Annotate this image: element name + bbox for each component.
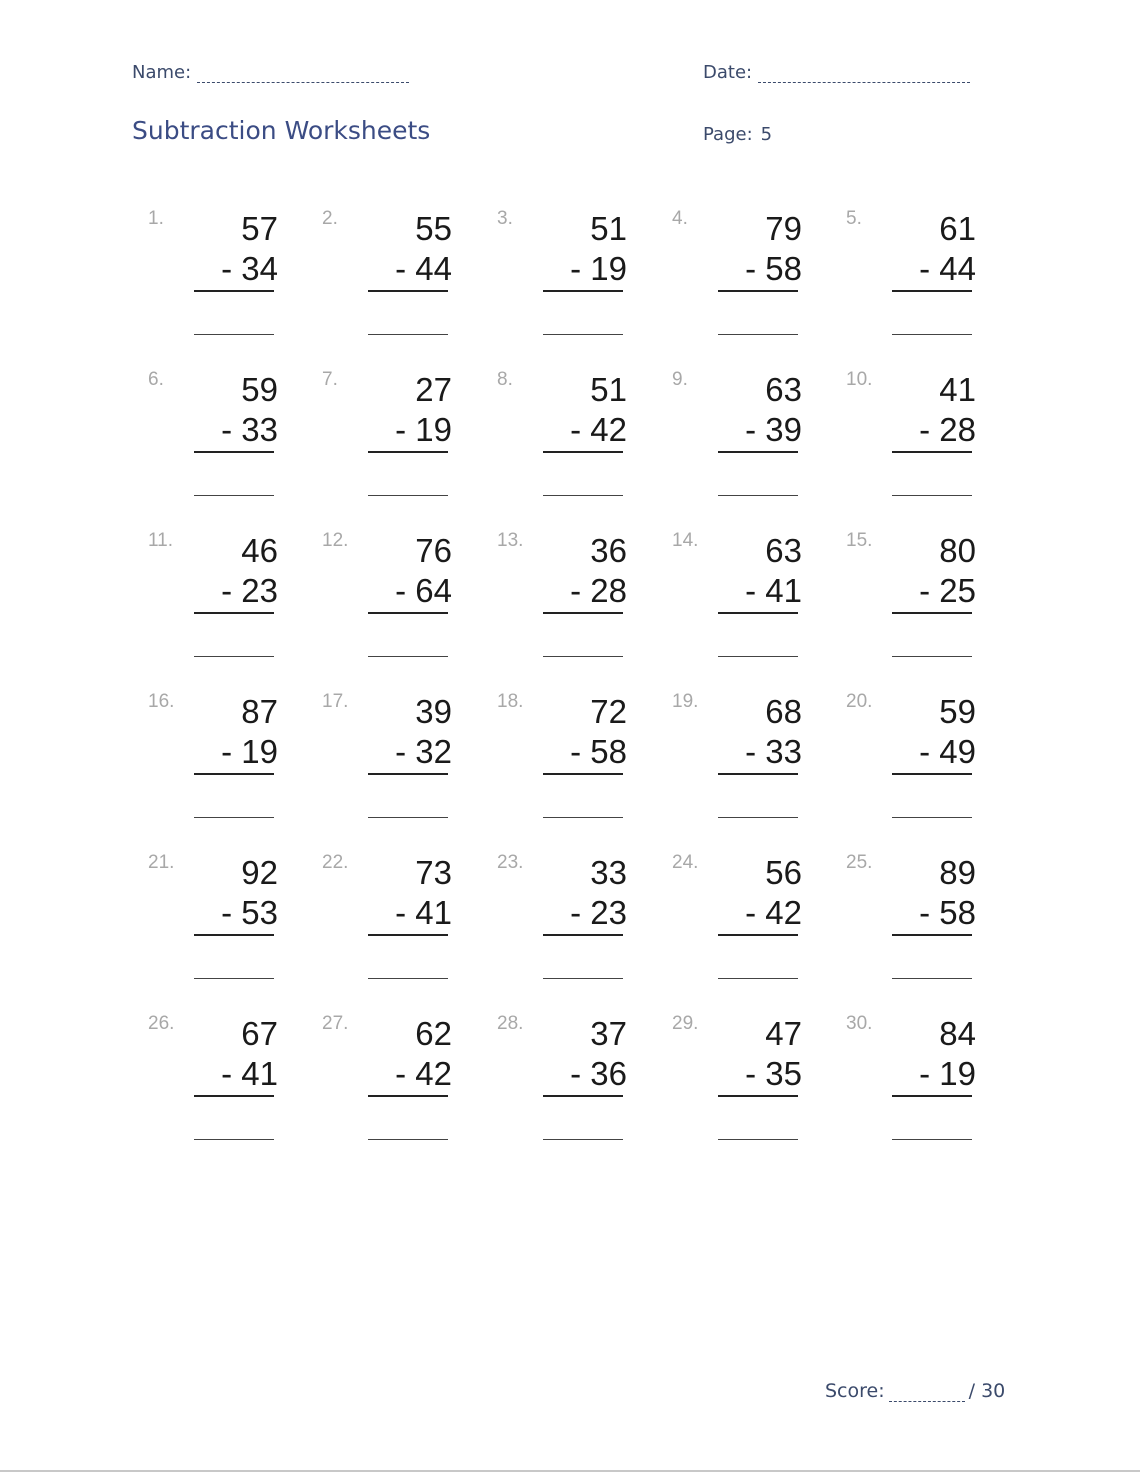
answer-blank-line[interactable]	[543, 817, 623, 818]
problem	[672, 852, 842, 992]
subtrahend: - 28	[919, 411, 976, 448]
name-blank-line[interactable]	[197, 66, 409, 83]
problem	[846, 1013, 1016, 1153]
problem	[322, 369, 492, 509]
answer-blank-line[interactable]	[543, 334, 623, 335]
subtrahend: - 58	[745, 250, 802, 287]
problem	[322, 1013, 492, 1153]
subtraction-rule	[368, 612, 448, 614]
subtraction-rule	[368, 1095, 448, 1097]
problem-number: 4.	[672, 208, 688, 229]
problem	[148, 530, 318, 670]
minuend: 56	[765, 854, 802, 891]
answer-blank-line[interactable]	[718, 817, 798, 818]
subtraction-rule	[892, 451, 972, 453]
problem-number: 13.	[497, 530, 524, 551]
subtrahend: - 53	[221, 894, 278, 931]
problem	[497, 530, 667, 670]
problem-number: 9.	[672, 369, 688, 390]
subtraction-rule	[543, 1095, 623, 1097]
name-field	[132, 62, 409, 83]
problem	[322, 208, 492, 348]
subtrahend: - 58	[919, 894, 976, 931]
subtrahend: - 42	[570, 411, 627, 448]
subtrahend: - 23	[221, 572, 278, 609]
subtrahend: - 44	[395, 250, 452, 287]
problem-number: 3.	[497, 208, 513, 229]
page-number-field	[703, 124, 772, 145]
problem	[672, 530, 842, 670]
problem	[497, 852, 667, 992]
subtrahend: - 64	[395, 572, 452, 609]
subtraction-rule	[368, 290, 448, 292]
answer-blank-line[interactable]	[892, 656, 972, 657]
minuend: 92	[241, 854, 278, 891]
minuend: 27	[415, 371, 452, 408]
minuend: 61	[939, 210, 976, 247]
problem-number: 26.	[148, 1013, 175, 1034]
answer-blank-line[interactable]	[543, 978, 623, 979]
subtrahend: - 35	[745, 1055, 802, 1092]
subtraction-rule	[892, 290, 972, 292]
problem-number: 5.	[846, 208, 862, 229]
subtraction-rule	[718, 451, 798, 453]
problem	[322, 691, 492, 831]
subtrahend: - 41	[745, 572, 802, 609]
subtrahend: - 39	[745, 411, 802, 448]
answer-blank-line[interactable]	[543, 656, 623, 657]
subtrahend: - 33	[221, 411, 278, 448]
problem	[846, 530, 1016, 670]
subtraction-rule	[543, 612, 623, 614]
subtraction-rule	[543, 773, 623, 775]
answer-blank-line[interactable]	[194, 978, 274, 979]
answer-blank-line[interactable]	[718, 978, 798, 979]
problem	[846, 852, 1016, 992]
problem-number: 27.	[322, 1013, 349, 1034]
date-label: Date:	[703, 62, 753, 83]
subtraction-rule	[194, 451, 274, 453]
minuend: 79	[765, 210, 802, 247]
problem-number: 18.	[497, 691, 524, 712]
problem	[672, 208, 842, 348]
answer-blank-line[interactable]	[368, 1139, 448, 1140]
subtraction-rule	[194, 1095, 274, 1097]
problem-number: 6.	[148, 369, 164, 390]
answer-blank-line[interactable]	[368, 656, 448, 657]
subtrahend: - 19	[221, 733, 278, 770]
date-blank-line[interactable]	[758, 66, 970, 83]
minuend: 67	[241, 1015, 278, 1052]
subtraction-rule	[718, 934, 798, 936]
subtrahend: - 32	[395, 733, 452, 770]
subtrahend: - 36	[570, 1055, 627, 1092]
problem-number: 2.	[322, 208, 338, 229]
problem	[672, 369, 842, 509]
minuend: 72	[590, 693, 627, 730]
minuend: 51	[590, 210, 627, 247]
page-label: Page:	[703, 124, 753, 145]
minuend: 36	[590, 532, 627, 569]
problem	[846, 369, 1016, 509]
subtraction-rule	[892, 773, 972, 775]
minuend: 80	[939, 532, 976, 569]
problem-number: 29.	[672, 1013, 699, 1034]
subtraction-rule	[368, 451, 448, 453]
subtraction-rule	[892, 612, 972, 614]
minuend: 37	[590, 1015, 627, 1052]
subtrahend: - 44	[919, 250, 976, 287]
problem-number: 28.	[497, 1013, 524, 1034]
answer-blank-line[interactable]	[194, 1139, 274, 1140]
answer-blank-line[interactable]	[368, 817, 448, 818]
answer-blank-line[interactable]	[194, 495, 274, 496]
answer-blank-line[interactable]	[368, 495, 448, 496]
problem	[148, 208, 318, 348]
minuend: 39	[415, 693, 452, 730]
subtrahend: - 58	[570, 733, 627, 770]
subtrahend: - 34	[221, 250, 278, 287]
problem	[148, 1013, 318, 1153]
subtraction-rule	[194, 612, 274, 614]
answer-blank-line[interactable]	[543, 495, 623, 496]
minuend: 87	[241, 693, 278, 730]
subtrahend: - 19	[570, 250, 627, 287]
problem	[497, 208, 667, 348]
answer-blank-line[interactable]	[718, 495, 798, 496]
problem	[497, 1013, 667, 1153]
problem-number: 15.	[846, 530, 873, 551]
answer-blank-line[interactable]	[892, 978, 972, 979]
problem-number: 14.	[672, 530, 699, 551]
problem	[497, 369, 667, 509]
problem-number: 20.	[846, 691, 873, 712]
minuend: 46	[241, 532, 278, 569]
answer-blank-line[interactable]	[892, 1139, 972, 1140]
problem-number: 23.	[497, 852, 524, 873]
minuend: 51	[590, 371, 627, 408]
score-label: Score:	[825, 1380, 885, 1402]
subtrahend: - 25	[919, 572, 976, 609]
subtrahend: - 33	[745, 733, 802, 770]
answer-blank-line[interactable]	[368, 334, 448, 335]
problem	[497, 691, 667, 831]
answer-blank-line[interactable]	[892, 817, 972, 818]
minuend: 59	[241, 371, 278, 408]
problem-number: 16.	[148, 691, 175, 712]
minuend: 33	[590, 854, 627, 891]
subtraction-rule	[194, 773, 274, 775]
problem-number: 12.	[322, 530, 349, 551]
subtraction-rule	[718, 773, 798, 775]
problem	[846, 691, 1016, 831]
answer-blank-line[interactable]	[718, 1139, 798, 1140]
minuend: 73	[415, 854, 452, 891]
subtraction-rule	[892, 934, 972, 936]
date-field	[703, 62, 970, 83]
subtraction-rule	[718, 612, 798, 614]
subtraction-rule	[543, 451, 623, 453]
answer-blank-line[interactable]	[892, 495, 972, 496]
subtraction-rule	[718, 290, 798, 292]
subtrahend: - 19	[395, 411, 452, 448]
problem	[322, 852, 492, 992]
answer-blank-line[interactable]	[194, 817, 274, 818]
answer-blank-line[interactable]	[543, 1139, 623, 1140]
answer-blank-line[interactable]	[368, 978, 448, 979]
problem-number: 25.	[846, 852, 873, 873]
subtrahend: - 49	[919, 733, 976, 770]
subtraction-rule	[718, 1095, 798, 1097]
problem	[672, 691, 842, 831]
answer-blank-line[interactable]	[194, 656, 274, 657]
answer-blank-line[interactable]	[892, 334, 972, 335]
problem-number: 11.	[148, 530, 174, 551]
subtraction-rule	[892, 1095, 972, 1097]
worksheet-title: Subtraction Worksheets	[132, 116, 431, 145]
problem	[148, 852, 318, 992]
subtrahend: - 41	[221, 1055, 278, 1092]
answer-blank-line[interactable]	[194, 334, 274, 335]
subtraction-rule	[194, 290, 274, 292]
problem	[322, 530, 492, 670]
problem-number: 17.	[322, 691, 349, 712]
minuend: 41	[939, 371, 976, 408]
minuend: 55	[415, 210, 452, 247]
minuend: 84	[939, 1015, 976, 1052]
problem-number: 19.	[672, 691, 699, 712]
minuend: 76	[415, 532, 452, 569]
minuend: 63	[765, 371, 802, 408]
minuend: 47	[765, 1015, 802, 1052]
problem-number: 24.	[672, 852, 699, 873]
subtrahend: - 19	[919, 1055, 976, 1092]
name-label: Name:	[132, 62, 192, 83]
problem-number: 8.	[497, 369, 513, 390]
subtraction-rule	[543, 934, 623, 936]
problem-number: 10.	[846, 369, 873, 390]
subtrahend: - 42	[745, 894, 802, 931]
subtraction-rule	[368, 934, 448, 936]
problem-number: 1.	[148, 208, 164, 229]
score-total: / 30	[968, 1380, 1006, 1402]
minuend: 59	[939, 693, 976, 730]
minuend: 89	[939, 854, 976, 891]
subtrahend: - 28	[570, 572, 627, 609]
answer-blank-line[interactable]	[718, 334, 798, 335]
problem-number: 22.	[322, 852, 349, 873]
subtrahend: - 41	[395, 894, 452, 931]
subtraction-rule	[543, 290, 623, 292]
problem	[148, 691, 318, 831]
subtrahend: - 23	[570, 894, 627, 931]
page-value: 5	[760, 124, 773, 145]
score-field	[825, 1380, 1005, 1402]
score-blank-line[interactable]	[889, 1387, 965, 1402]
minuend: 68	[765, 693, 802, 730]
minuend: 62	[415, 1015, 452, 1052]
subtrahend: - 42	[395, 1055, 452, 1092]
problem	[846, 208, 1016, 348]
problem-number: 21.	[148, 852, 175, 873]
problem-number: 30.	[846, 1013, 873, 1034]
problem	[672, 1013, 842, 1153]
subtraction-rule	[368, 773, 448, 775]
answer-blank-line[interactable]	[718, 656, 798, 657]
subtraction-rule	[194, 934, 274, 936]
minuend: 57	[241, 210, 278, 247]
problem	[148, 369, 318, 509]
problem-number: 7.	[322, 369, 338, 390]
minuend: 63	[765, 532, 802, 569]
